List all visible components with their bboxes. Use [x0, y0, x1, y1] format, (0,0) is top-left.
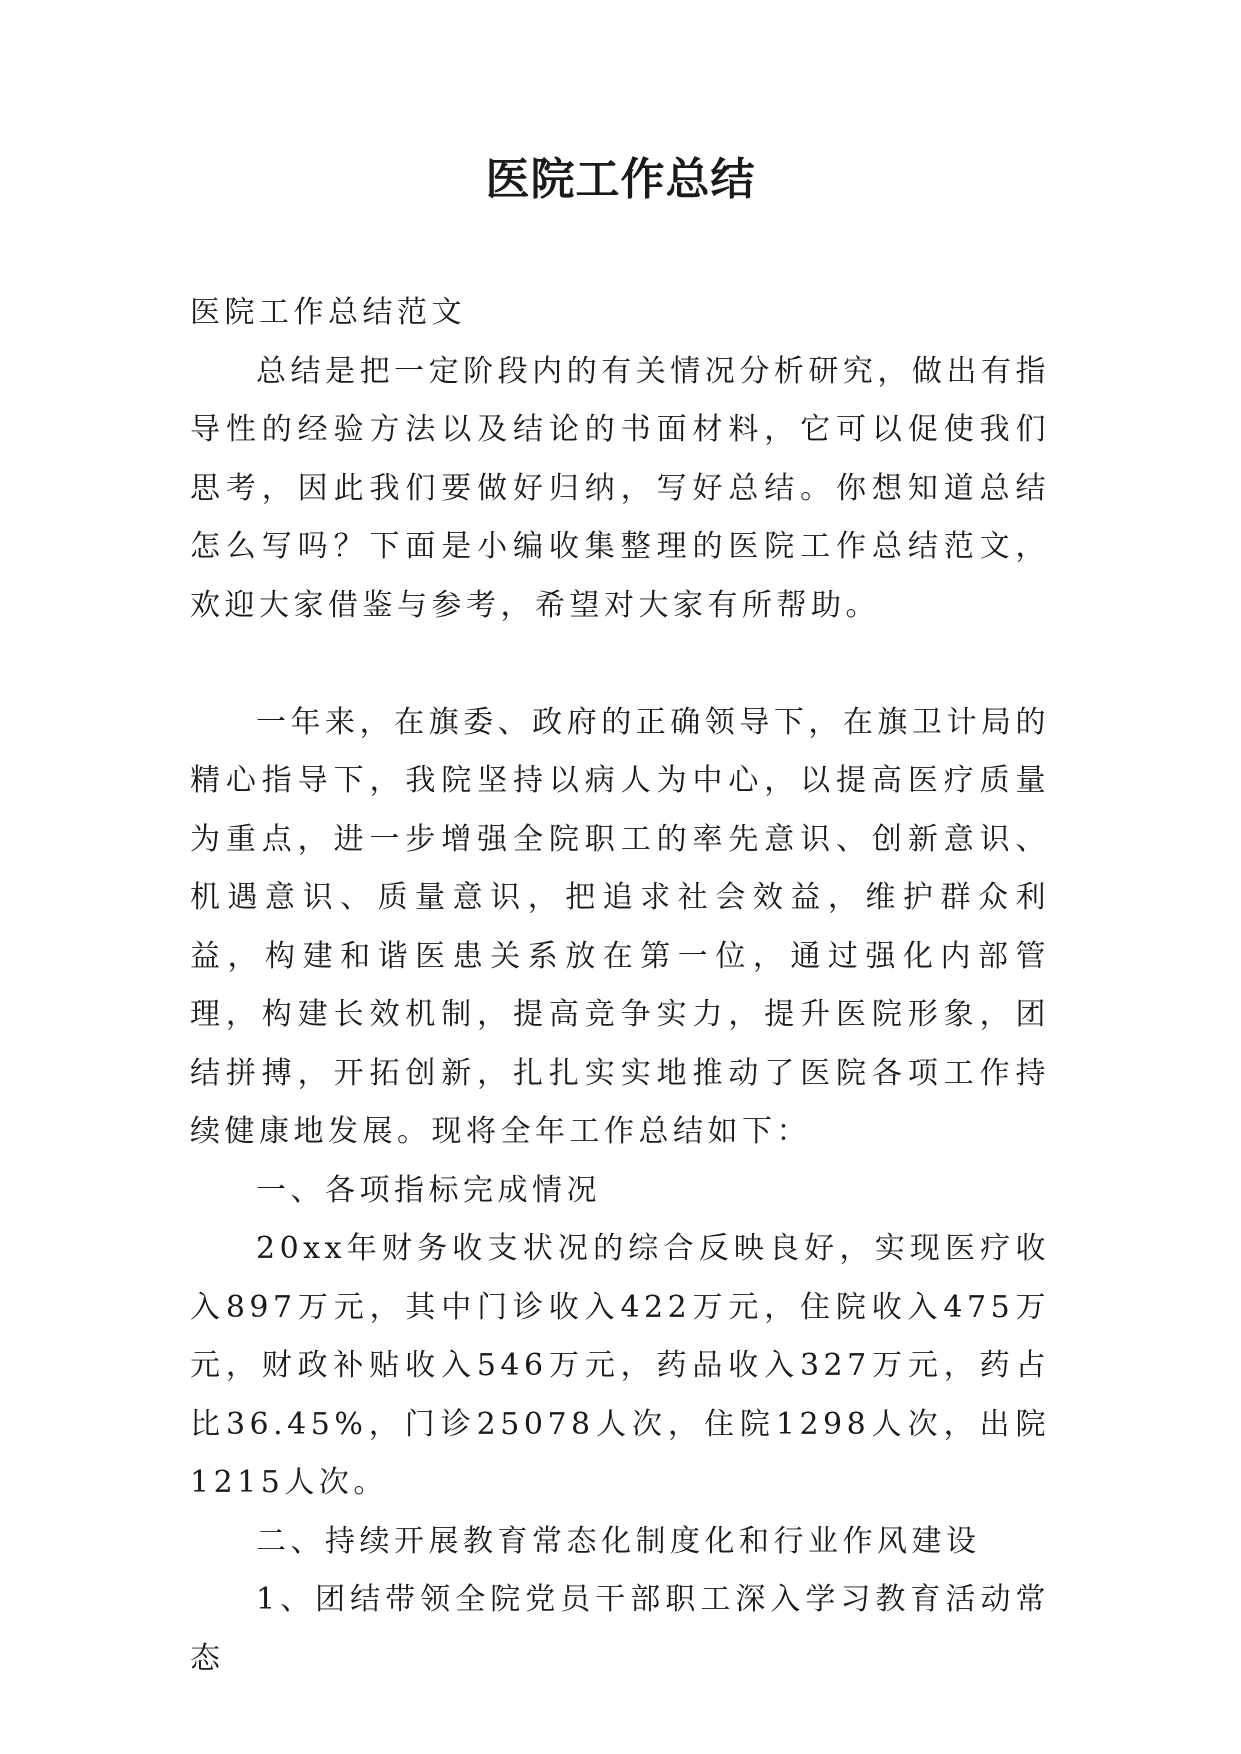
- document-title: 医院工作总结: [485, 154, 756, 205]
- document-body: [190, 284, 1050, 1688]
- intro-paragraph: 总结是把一定阶段内的有关情况分析研究，做出有指导性的经验方法以及结论的书面材料，它可以促使我们思考，因此我们要做好归纳，写好总结。你想知道总结怎么写吗？下面是小编收集整理的医院工作总结范文，欢迎大家借鉴与参考，希望对大家有所帮助。: [190, 353, 1050, 623]
- finance-paragraph: 20xx年财务收支状况的综合反映良好，实现医疗收入897万元，其中门诊收入422万元，住院收入475万元，财政补贴收入546万元，药品收入327万元，药占比36.45%，门诊25078人次，住院1298人次，出院1215人次。: [190, 1231, 1050, 1500]
- section-heading-2: 二、持续开展教育常态化制度化和行业作风建设: [256, 1523, 981, 1559]
- document-subtitle: 医院工作总结范文: [190, 295, 466, 330]
- list-item-1: 1、团结带领全院党员干部职工深入学习教育活动常态: [190, 1582, 1050, 1676]
- paragraph-spacer: [190, 635, 1050, 694]
- section-heading-1: 一、各项指标完成情况: [256, 1172, 601, 1208]
- overview-paragraph: 一年来，在旗委、政府的正确领导下，在旗卫计局的精心指导下，我院坚持以病人为中心，以提高医疗质量为重点，进一步增强全院职工的率先意识、创新意识、机遇意识、质量意识，把追求社会效益，维护群众利益，构建和谐医患关系放在第一位，通过强化内部管理，构建长效机制，提高竞争实力，提升医院形象，团结拼搏，开拓创新，扎扎实实地推动了医院各项工作持续健康地发展。现将全年工作总结如下：: [190, 704, 1050, 1149]
